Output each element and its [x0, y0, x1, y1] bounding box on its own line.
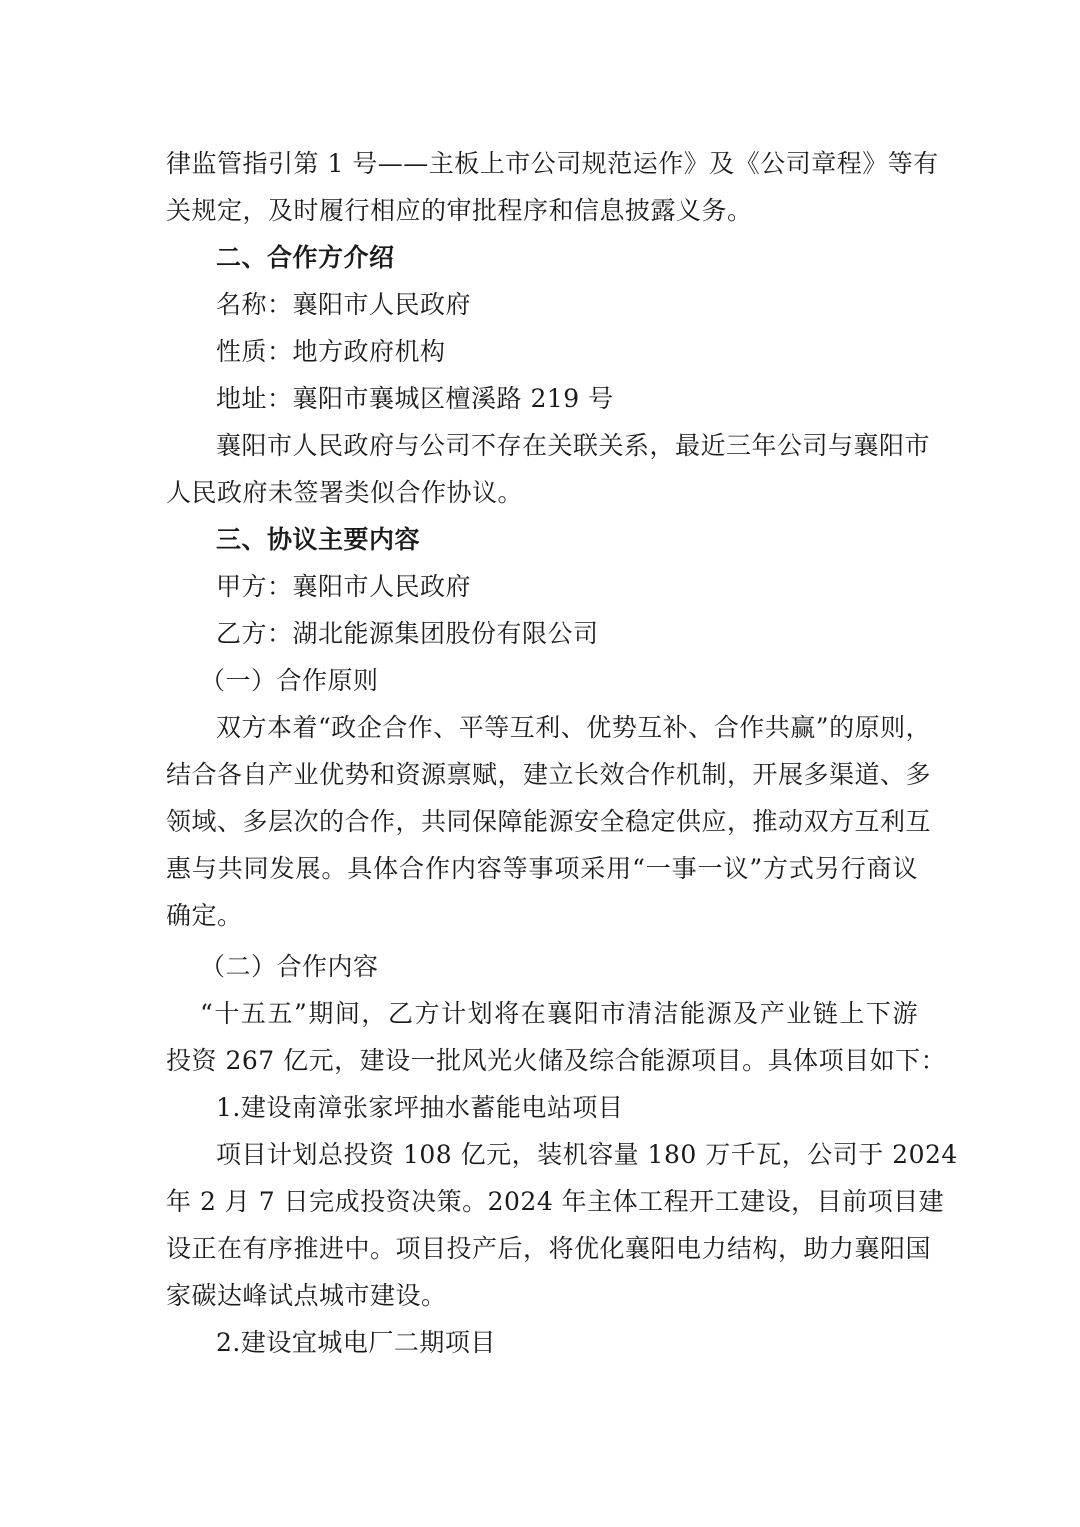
text-line: 设正在有序推进中。项目投产后，将优化襄阳电力结构，助力襄阳国 — [166, 1234, 932, 1263]
text-line: 双方本着“政企合作、平等互利、优势互补、合作共赢”的原则， — [216, 713, 932, 742]
item-title: 2.建设宜城电厂二期项目 — [216, 1328, 496, 1357]
party-a: 甲方：襄阳市人民政府 — [216, 572, 472, 601]
partner-address: 地址：襄阳市襄城区檀溪路 219 号 — [216, 384, 614, 413]
document-body — [166, 140, 958, 1366]
text-line: 年 2 月 7 日完成投资决策。2024 年主体工程开工建设，目前项目建 — [166, 1187, 945, 1216]
text-line: 确定。 — [166, 901, 243, 930]
partner-nature: 性质：地方政府机构 — [216, 337, 446, 366]
section-heading: 二、合作方介绍 — [216, 243, 395, 272]
subsection-heading: （二）合作内容 — [200, 952, 379, 981]
text-line: 投资 267 亿元，建设一批风光火储及综合能源项目。具体项目如下： — [166, 1046, 947, 1075]
party-b: 乙方：湖北能源集团股份有限公司 — [216, 619, 599, 648]
text-line: 家碳达峰试点城市建设。 — [166, 1281, 447, 1310]
item-title: 1.建设南漳张家坪抽水蓄能电站项目 — [216, 1093, 624, 1122]
text-line: 结合各自产业优势和资源禀赋，建立长效合作机制，开展多渠道、多 — [166, 760, 932, 789]
subsection-heading: （一）合作原则 — [200, 666, 379, 695]
text-line: 人民政府未签署类似合作协议。 — [166, 478, 524, 507]
text-line: 领域、多层次的合作，共同保障能源安全稳定供应，推动双方互利互 — [166, 807, 932, 836]
text-line: “十五五”期间，乙方计划将在襄阳市清洁能源及产业链上下游 — [200, 999, 918, 1028]
text-line: 襄阳市人民政府与公司不存在关联关系，最近三年公司与襄阳市 — [216, 431, 931, 460]
text-line: 律监管指引第 1 号——主板上市公司规范运作》及《公司章程》等有 — [166, 149, 939, 178]
text-line: 惠与共同发展。具体合作内容等事项采用“一事一议”方式另行商议 — [166, 854, 918, 883]
text-line: 项目计划总投资 108 亿元，装机容量 180 万千瓦，公司于 2024 — [216, 1140, 958, 1169]
text-line: 关规定，及时履行相应的审批程序和信息披露义务。 — [166, 196, 753, 225]
section-heading: 三、协议主要内容 — [216, 525, 421, 554]
partner-name: 名称：襄阳市人民政府 — [216, 290, 472, 319]
